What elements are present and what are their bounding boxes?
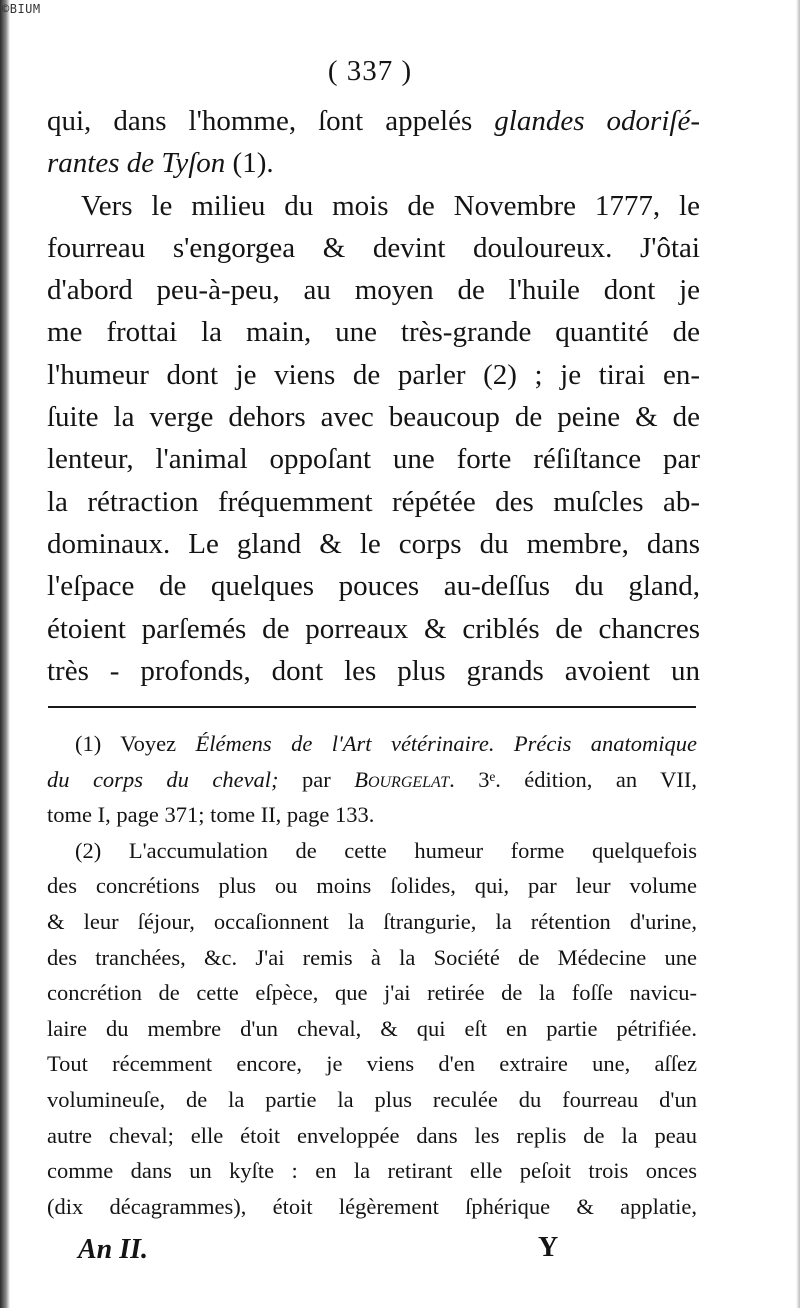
body-line: très - profonds, dont les plus grands avoient un xyxy=(47,654,700,687)
page-number: ( 337 ) xyxy=(327,55,413,87)
footnote-line: Tout récemment encore, je viens d'en extraire une, aſſez xyxy=(47,1051,697,1077)
footnote-line: autre cheval; elle étoit enveloppée dans les replis de la peau xyxy=(47,1122,697,1148)
body-line: l'eſpace de quelques pouces au-deſſus du gland, xyxy=(47,570,700,603)
body-line: Vers le milieu du mois de Novembre 1777, le xyxy=(81,189,700,222)
body-line: rantes de Tyſon (1). xyxy=(47,147,274,180)
footnote-divider xyxy=(48,706,696,708)
footnote-line: concrétion de cette eſpèce, que j'ai retirée de la foſſe navicu- xyxy=(47,980,697,1006)
page-edge-right xyxy=(796,0,800,1308)
footnote-line: (1) Voyez Élémens de l'Art vétérinaire. Précis anatomique xyxy=(75,731,697,756)
body-line: me frottai la main, une très-grande quantité de xyxy=(47,316,700,349)
body-line: dominaux. Le gland & le corps du membre, dans xyxy=(47,527,700,560)
footnote-line: volumineuſe, de la partie la plus reculée du fourreau d'un xyxy=(47,1086,697,1112)
signature-mark: An II. xyxy=(78,1234,149,1265)
footnote-line: des tranchées, &c. J'ai remis à la Société de Médecine une xyxy=(47,944,697,970)
gathering-mark: Y xyxy=(538,1232,559,1263)
body-line: fourreau s'engorgea & devint douloureux. J'ôtai xyxy=(47,231,700,264)
footnote-line: comme dans un kyſte : en la retirant elle peſoit trois onces xyxy=(47,1158,697,1184)
footnote-line: tome I, page 371; tome II, page 133. xyxy=(47,802,375,828)
footnote-line: des concrétions plus ou moins ſolides, qui, par leur volume xyxy=(47,873,697,899)
footnote-line: (2) L'accumulation de cette humeur forme quelquefois xyxy=(75,837,697,863)
footnote-2 xyxy=(47,833,697,1225)
footnotes xyxy=(47,726,697,1224)
body-line: qui, dans l'homme, ſont appelés glandes odoriſé- xyxy=(47,105,700,137)
page-edge-shadow xyxy=(0,0,10,1308)
body-line: étoient parſemés de porreaux & criblés de chancres xyxy=(47,612,700,645)
footnote-line: laire du membre d'un cheval, & qui eſt en partie pétrifiée. xyxy=(47,1015,697,1041)
footnote-line: & leur ſéjour, occaſionnent la ſtrangurie, la rétention d'urine, xyxy=(47,908,697,934)
body-line: lenteur, l'animal oppoſant une forte réſiſtance par xyxy=(47,443,700,476)
body-line: la rétraction fréquemment répétée des muſcles ab- xyxy=(47,485,700,518)
footnote-line: (dix décagrammes), étoit légèrement ſphérique & applatie, xyxy=(47,1193,697,1219)
footnote-line: du corps du cheval; par Bourgelat. 3ᵉ. édition, an VII, xyxy=(47,766,698,792)
body-line: ſuite la verge dehors avec beaucoup de peine & de xyxy=(47,401,700,434)
body-text xyxy=(47,100,700,692)
body-line: l'humeur dont je viens de parler (2) ; je tirai en- xyxy=(47,358,700,391)
watermark: ©BIUM xyxy=(2,2,41,16)
body-line: d'abord peu-à-peu, au moyen de l'huile dont je xyxy=(47,274,700,307)
footnote-1 xyxy=(47,726,697,833)
